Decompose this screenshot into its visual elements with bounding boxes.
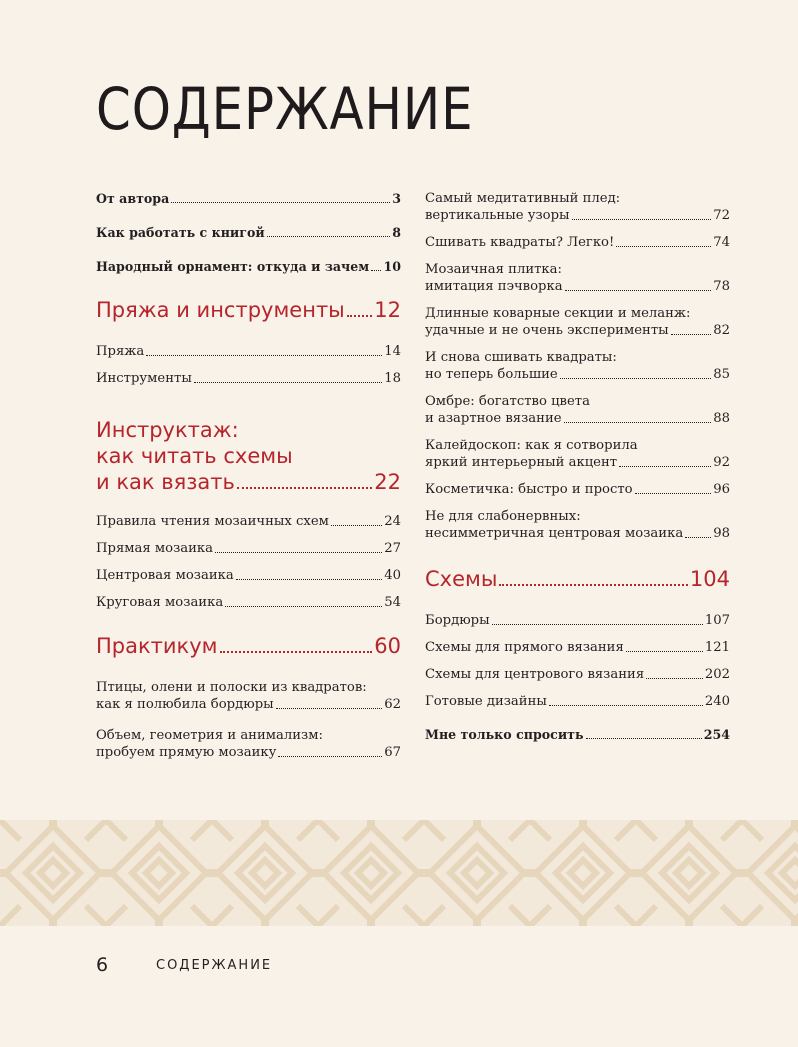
toc-entry-title-line: И снова сшивать квадраты: (425, 350, 617, 365)
toc-page-number: 107 (704, 613, 730, 628)
toc-entry-title: Схемы для центрового вязания (425, 667, 645, 682)
toc-entry-title-line: Объем, геометрия и анимализм: (96, 728, 323, 743)
dot-leader (499, 584, 687, 586)
dot-leader (171, 202, 390, 203)
toc-page-number: 12 (374, 298, 401, 322)
toc-entry-title: но теперь большие (425, 367, 558, 382)
dot-leader (215, 552, 382, 553)
toc-entry-title: Косметичка: быстро и просто (425, 482, 633, 497)
toc-left-column (96, 190, 401, 771)
toc-entry-title: пробуем прямую мозаику (96, 745, 277, 760)
dot-leader (276, 708, 383, 709)
toc-entry-title: Бордюры (425, 613, 490, 628)
toc-entry (96, 224, 401, 241)
toc-entry-title-line: Самый медитативный плед: (425, 191, 621, 206)
dot-leader (565, 290, 712, 291)
dot-leader (549, 705, 703, 706)
toc-entry (96, 727, 401, 761)
toc-page-number: 240 (704, 694, 730, 709)
toc-entry (425, 508, 730, 542)
toc-entry-title-line: Омбре: богатство цвета (425, 394, 590, 409)
toc-page-number: 82 (713, 323, 730, 338)
toc-entry-title: Пряжа и инструменты (96, 298, 345, 322)
toc-entry (425, 612, 730, 629)
toc-page-number: 78 (713, 279, 730, 294)
toc-section (96, 297, 401, 323)
toc-entry-title: Круговая мозаика (96, 595, 224, 610)
toc-entry (425, 726, 730, 743)
toc-entry-title: Схемы (425, 567, 498, 591)
toc-entry-title: Сшивать квадраты? Легко! (425, 235, 615, 250)
toc-page-number: 88 (713, 411, 730, 426)
toc-entry-title: Инструменты (96, 371, 192, 386)
toc-entry-title: Центровая мозаика (96, 568, 234, 583)
toc-entry (96, 258, 401, 275)
toc-entry (425, 639, 730, 656)
dot-leader (220, 651, 373, 653)
toc-entry (425, 305, 730, 339)
toc-entry-title-line: Не для слабонервных: (425, 509, 581, 524)
dot-leader (616, 246, 711, 247)
toc-page-number: 8 (392, 225, 401, 240)
toc-entry-title: От автора (96, 191, 170, 206)
toc-page-number: 27 (384, 541, 401, 556)
dot-leader (564, 422, 712, 423)
dot-leader (671, 334, 712, 335)
toc-page-number: 72 (713, 208, 730, 223)
toc-page-number: 3 (392, 191, 401, 206)
toc-entry (96, 513, 401, 530)
toc-entry-title: как я полюбила бордюры (96, 697, 274, 712)
dot-leader (225, 606, 382, 607)
dot-leader (146, 355, 382, 356)
dot-leader (278, 756, 382, 757)
dot-leader (572, 219, 712, 220)
toc-page-number: 254 (703, 727, 730, 742)
toc-entry (425, 437, 730, 471)
toc-page-number: 202 (704, 667, 730, 682)
toc-page-number: 40 (384, 568, 401, 583)
toc-entry-title: Как работать с книгой (96, 225, 265, 240)
toc-entry-title: и азартное вязание (425, 411, 562, 426)
dot-leader (347, 315, 373, 317)
toc-entry-title-line: Птицы, олени и полоски из квадратов: (96, 680, 367, 695)
toc-page-number: 121 (704, 640, 730, 655)
page-number: 6 (96, 954, 109, 976)
toc-entry (425, 190, 730, 224)
toc-entry-title: Народный орнамент: откуда и зачем (96, 259, 370, 274)
toc-page-number: 18 (384, 371, 401, 386)
toc-entry-title: имитация пэчворка (425, 279, 563, 294)
toc-entry-title: яркий интерьерный акцент (425, 455, 618, 470)
toc-entry (425, 693, 730, 710)
dot-leader (492, 624, 703, 625)
toc-entry-title: Правила чтения мозаичных схем (96, 514, 329, 529)
toc-section (96, 633, 401, 659)
toc-entry-title-line: Инструктаж: (96, 418, 239, 442)
toc-entry-title: вертикальные узоры (425, 208, 570, 223)
dot-leader (646, 678, 703, 679)
toc-page-number: 92 (713, 455, 730, 470)
toc-entry (96, 679, 401, 713)
toc-entry (96, 567, 401, 584)
toc-entry-title-line: Калейдоскоп: как я сотворила (425, 438, 638, 453)
page-title: СОДЕРЖАНИЕ (96, 75, 474, 143)
toc-entry-title: Мне только спросить (425, 727, 584, 742)
dot-leader (331, 525, 382, 526)
toc-page-number: 14 (384, 344, 401, 359)
toc-entry-title: Готовые дизайны (425, 694, 547, 709)
dot-leader (626, 651, 703, 652)
toc-page-number: 96 (713, 482, 730, 497)
dot-leader (371, 270, 381, 271)
toc-entry-title: Схемы для прямого вязания (425, 640, 624, 655)
toc-entry (96, 370, 401, 387)
toc-page-number: 62 (384, 697, 401, 712)
toc-entry (96, 190, 401, 207)
toc-section (96, 417, 401, 495)
toc-entry (425, 349, 730, 383)
toc-entry-title-line: как читать схемы (96, 444, 293, 468)
running-head: СОДЕРЖАНИЕ (156, 958, 273, 973)
toc-entry (96, 540, 401, 557)
toc-entry-title: Практикум (96, 634, 218, 658)
toc-page-number: 24 (384, 514, 401, 529)
dot-leader (560, 378, 712, 379)
dot-leader (685, 537, 711, 538)
toc-entry (425, 481, 730, 498)
toc-page-number: 98 (713, 526, 730, 541)
folk-ornament-band (0, 820, 798, 926)
dot-leader (586, 738, 702, 739)
dot-leader (236, 579, 383, 580)
toc-entry (96, 594, 401, 611)
toc-page-number: 104 (689, 567, 730, 591)
toc-right-column (425, 190, 730, 753)
dot-leader (267, 236, 391, 237)
toc-page-number: 74 (713, 235, 730, 250)
toc-entry-title: несимметричная центровая мозаика (425, 526, 684, 541)
toc-page-number: 54 (384, 595, 401, 610)
toc-entry (96, 343, 401, 360)
toc-entry (425, 261, 730, 295)
toc-entry (425, 234, 730, 251)
dot-leader (619, 466, 711, 467)
toc-entry-title-line: Мозаичная плитка: (425, 262, 562, 277)
toc-page-number: 67 (384, 745, 401, 760)
toc-entry-title: и как вязать (96, 470, 235, 494)
toc-page-number: 22 (374, 470, 401, 494)
toc-entry (425, 666, 730, 683)
dot-leader (237, 487, 372, 489)
toc-section (425, 566, 730, 592)
toc-entry (425, 393, 730, 427)
dot-leader (635, 493, 712, 494)
dot-leader (194, 382, 382, 383)
toc-page-number: 10 (383, 259, 401, 274)
toc-page-number: 60 (374, 634, 401, 658)
toc-entry-title-line: Длинные коварные секции и меланж: (425, 306, 691, 321)
toc-entry-title: Прямая мозаика (96, 541, 214, 556)
toc-entry-title: удачные и не очень эксперименты (425, 323, 669, 338)
toc-entry-title: Пряжа (96, 344, 145, 359)
toc-page-number: 85 (713, 367, 730, 382)
